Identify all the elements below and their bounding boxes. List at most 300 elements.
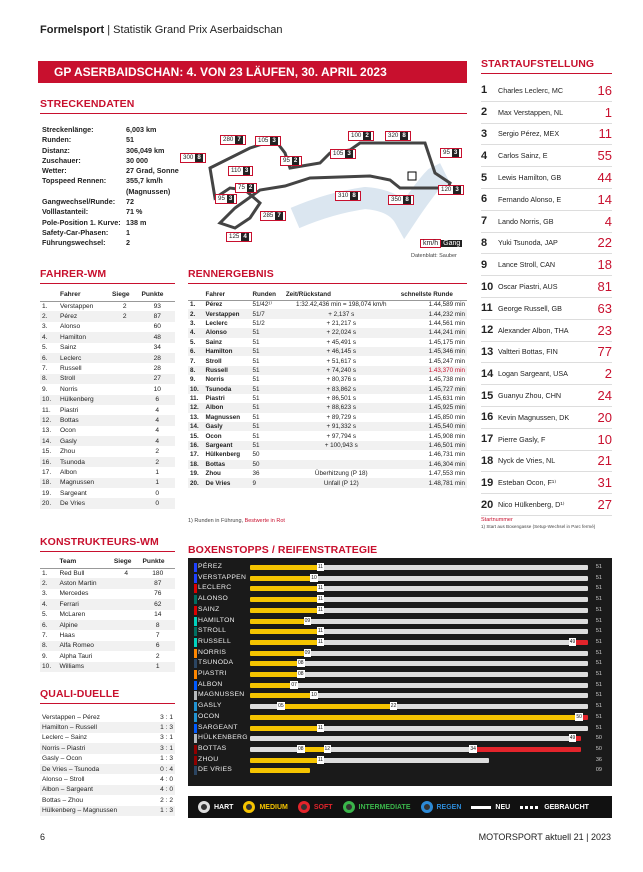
fahrer_wm-cell: Alonso [59, 323, 81, 331]
grid-car-number: 81 [597, 279, 612, 295]
streckendaten-table [40, 124, 181, 250]
speed-value: 110 [231, 167, 241, 174]
legend-soft-label: SOFT [313, 803, 333, 811]
water-area [295, 173, 445, 218]
final-lap-label: 51 [595, 703, 602, 710]
fahrer_wm-cell [110, 467, 139, 477]
fahrer_wm-cell [110, 353, 139, 363]
track-speed-label [180, 153, 206, 163]
fahrer_wm-cell [110, 363, 139, 373]
track-speed-label [438, 185, 464, 195]
rennergebnis-cell: + 97,794 s [326, 432, 357, 440]
fahrer_wm-cell: 48 [139, 332, 175, 342]
tyre-stint [250, 726, 323, 731]
final-lap-label: 51 [595, 660, 602, 667]
tyre-stint [396, 704, 588, 709]
fahrer_wm-cell: Tsunoda [58, 457, 110, 467]
legend-gebraucht-label: GEBRAUCHT [544, 803, 589, 811]
rennergebnis-cell: 1.45,908 min [428, 432, 465, 440]
rennergebnis-cell: 1.46,304 min [399, 460, 467, 469]
boxenstopps-title: BOXENSTOPPS / REIFENSTRATEGIE [188, 544, 612, 560]
team-color-marker [194, 745, 197, 754]
strategy-driver: SAINZ [198, 605, 220, 613]
streckendaten-key: Pole-Position 1. Kurve: [42, 217, 121, 227]
team-color-marker [194, 595, 197, 604]
fahrer_wm-cell: 27 [139, 374, 175, 384]
fahrer_wm-cell: 7. [42, 365, 48, 373]
grid-row [481, 254, 612, 276]
fahrer_wm-cell: 10. [40, 395, 58, 405]
rennergebnis-cell: 50 [252, 451, 260, 459]
team-color-marker [194, 638, 197, 647]
tyre-stint [323, 640, 575, 645]
legend-regen-label: REGEN [436, 803, 462, 811]
konstrukteurs_wm-cell: 5. [42, 611, 48, 619]
footnote-best: Bestwerte in Rot [244, 518, 285, 524]
konstrukteurs_wm-cell: 4 [124, 569, 129, 577]
final-lap-label: 51 [595, 692, 602, 699]
fahrer_wm-header: Siege [110, 289, 139, 301]
tyre-stint [323, 597, 588, 602]
strategy-row [188, 744, 612, 755]
rennergebnis-cell: + 89,729 s [326, 413, 357, 421]
rennergebnis-cell: Tsunoda [204, 385, 251, 394]
strategy-row [188, 626, 612, 637]
team-color-marker [194, 584, 197, 593]
grid-car-number: 55 [597, 148, 612, 164]
fahrer_wm-cell: 4 [155, 406, 160, 414]
fahrer_wm-cell: Albon [59, 468, 77, 476]
grid-driver: Esteban Ocon, F¹⁾ [498, 478, 557, 488]
pit-lap-label: 07 [291, 681, 297, 688]
quali-duel-row [40, 806, 175, 816]
legend-gebraucht [520, 804, 589, 811]
grid-position: 10 [481, 280, 494, 293]
konstrukteurs_wm-cell: 3. [42, 590, 48, 598]
tyre-stint [323, 726, 588, 731]
startaufstellung-list [481, 80, 612, 516]
rennergebnis-cell: + 2,137 s [284, 309, 399, 318]
tyre-stint [310, 619, 588, 624]
grid-driver: Lewis Hamilton, GB [498, 173, 562, 183]
table-row [188, 403, 467, 412]
strategy-driver: PÉREZ [198, 563, 223, 570]
grid-position: 15 [481, 389, 494, 402]
track-speed-label [228, 166, 253, 176]
grid-driver: Fernando Alonso, E [498, 194, 562, 204]
grid-car-number: 20 [597, 409, 612, 425]
gear-value: 8 [197, 154, 201, 161]
tyre-stint [330, 747, 476, 752]
track-speed-label [255, 136, 281, 146]
konstrukteurs_wm-header: Team [57, 556, 111, 568]
rennergebnis-cell: Gasly [204, 422, 251, 431]
streckendaten-row [42, 208, 179, 216]
final-lap-label: 36 [595, 756, 602, 763]
grid-car-number: 10 [597, 431, 612, 447]
fahrer_wm-cell: Zhou [59, 448, 76, 456]
grid-row [481, 145, 612, 167]
fahrer_wm-cell: 4 [139, 436, 175, 446]
tyre-medium-icon [243, 801, 255, 813]
konstrukteurs_wm-cell: 9. [42, 652, 48, 660]
konstrukteurs_wm-cell [112, 630, 141, 640]
table-row [188, 319, 467, 328]
rennergebnis-table [188, 289, 467, 488]
grid-car-number: 27 [597, 497, 612, 513]
quali-duel-pair: Hamilton – Russell [40, 722, 151, 732]
rennergebnis-cell: 6. [188, 347, 204, 356]
quali-duel-score: 2 : 2 [160, 796, 173, 804]
grid-position: 14 [481, 367, 494, 380]
grid-row [481, 80, 612, 102]
used-tyre-line-icon [520, 806, 540, 809]
fahrer_wm-cell: 10 [153, 385, 161, 393]
table-row [188, 413, 467, 422]
pit-lap-label: 11 [317, 628, 324, 635]
gear-value: 8 [405, 196, 409, 203]
fahrer_wm-cell: 14. [40, 436, 58, 446]
rennergebnis-title: RENNERGEBNIS [188, 268, 467, 284]
track-speed-label [330, 149, 356, 159]
streckendaten-value: 30 000 [126, 155, 148, 165]
table-row [40, 405, 175, 415]
team-color-marker [194, 681, 197, 690]
map-source: Datenblatt: Sauber [411, 253, 457, 259]
team-color-marker [194, 574, 197, 583]
tyre-stint [323, 758, 489, 763]
pit-lap-label: 49 [569, 638, 576, 645]
grid-position: 6 [481, 193, 488, 206]
gear-value: 7 [277, 212, 281, 219]
rennergebnis-cell: 51/42¹⁾ [252, 301, 272, 309]
rennergebnis-cell [284, 450, 399, 459]
streckendaten-row [42, 219, 179, 227]
rennergebnis-cell: 2. [188, 309, 204, 318]
gear-value: 2 [293, 157, 298, 164]
strategy-row [188, 583, 612, 594]
grid-driver: Nico Hülkenberg, D¹⁾ [498, 500, 565, 510]
tyre-stint [250, 651, 310, 656]
tyre-stint [296, 683, 588, 688]
grid-position: 1 [481, 84, 488, 97]
streckendaten-key: Zuschauer: [42, 155, 81, 165]
fahrer_wm-cell: Piastri [59, 406, 79, 414]
streckendaten-value: 1 [126, 227, 130, 237]
speed-value: 120 [441, 186, 452, 193]
speed-value: 105 [258, 137, 269, 144]
rennergebnis-cell: 51 [250, 385, 283, 394]
grid-row [481, 233, 612, 255]
speed-value: 310 [338, 192, 349, 199]
fahrer_wm-cell: 8. [40, 374, 58, 384]
rennergebnis-cell: Bottas [204, 460, 251, 469]
tyre-stint [250, 693, 316, 698]
streckendaten-value: 27 Grad, Sonne [126, 166, 179, 176]
rennergebnis-cell: + 88,623 s [284, 403, 399, 412]
pit-lap-label: 11 [317, 596, 324, 603]
grid-row [481, 494, 612, 516]
tyre-stint [250, 758, 323, 763]
final-lap-label: 51 [595, 574, 602, 581]
konstrukteurs_wm-cell [112, 651, 141, 661]
gear-value: 8 [352, 192, 356, 199]
final-lap-label: 51 [595, 724, 602, 731]
grid-row [481, 342, 612, 364]
quali-duel-row [40, 712, 175, 722]
streckendaten-key: Gangwechsel/Runde: [42, 197, 116, 207]
team-color-marker [194, 691, 197, 700]
rennergebnis-cell: + 80,376 s [326, 376, 357, 384]
konstrukteurs_wm-cell: 1 [141, 662, 175, 672]
fahrer_wm-cell: 11. [42, 406, 51, 414]
konstrukteurs_wm-cell [112, 620, 141, 630]
header-brand: Formelsport [40, 24, 105, 36]
rennergebnis-cell: 10. [188, 385, 204, 394]
track-speed-label [226, 232, 252, 242]
gear-value: 2 [365, 132, 369, 139]
rennergebnis-cell: 51 [252, 432, 260, 440]
fahrer_wm-cell: Stroll [58, 374, 110, 384]
pit-lap-label: 34 [470, 745, 476, 752]
rennergebnis-cell: 1.48,781 min [399, 478, 467, 487]
table-row [40, 589, 175, 599]
legend-medium-label: MEDIUM [259, 803, 288, 811]
rennergebnis-cell: 51 [250, 403, 283, 412]
rennergebnis-cell: 50 [250, 460, 283, 469]
tyre-stint [323, 586, 588, 591]
rennergebnis-header [188, 289, 204, 300]
streckendaten-value: (Magnussen) [126, 186, 171, 196]
rennergebnis-cell: + 86,501 s [326, 395, 357, 403]
gear-value: 3 [453, 149, 458, 156]
rennergebnis-cell: Albon [204, 403, 251, 412]
pit-lap-label: 10 [311, 692, 317, 699]
gear-value: 3 [244, 167, 249, 174]
fahrer_wm-cell: 0 [139, 498, 175, 508]
tyre-stint [575, 640, 588, 645]
strategy-row [188, 605, 612, 616]
track-speed-label [440, 148, 462, 158]
strategy-driver: BOTTAS [198, 744, 227, 752]
streckendaten-row [42, 229, 179, 237]
table-row [188, 441, 467, 450]
fahrer_wm-cell [110, 426, 139, 436]
tyre-hard-icon [198, 801, 210, 813]
table-row [40, 395, 175, 405]
final-lap-label: 50 [595, 745, 602, 752]
final-lap-label: 51 [595, 564, 602, 570]
grid-position: 11 [481, 302, 493, 315]
fahrer_wm-header: Punkte [139, 289, 175, 301]
rennergebnis-cell: 17. [190, 451, 199, 459]
fahrer_wm-cell: 28 [153, 365, 161, 373]
rennergebnis-cell: 1.45,925 min [399, 403, 467, 412]
rennergebnis-cell: Zhou [205, 470, 221, 478]
grid-driver: Pierre Gasly, F [498, 434, 546, 444]
strategy-row [188, 701, 612, 712]
unit-label: km/h [420, 239, 441, 248]
grid-car-number: 23 [597, 322, 612, 338]
fahrer_wm-cell: 3. [42, 323, 48, 331]
pit-lap-label: 08 [298, 745, 304, 752]
strategy-driver: ZHOU [198, 755, 219, 763]
fahrer_wm-cell: Magnussen [58, 478, 110, 488]
legend-medium [243, 801, 287, 813]
final-lap-label: 50 [595, 735, 602, 742]
grid-driver: Logan Sargeant, USA [498, 369, 568, 379]
quali-duel-row [40, 733, 175, 743]
fahrer_wm-cell: De Vries [58, 498, 110, 508]
streckendaten-key: Topspeed Rennen: [42, 176, 107, 186]
strategy-driver: ALBON [198, 680, 223, 688]
quali-duel-score: 1 : 3 [151, 722, 175, 732]
gear-value: 2 [248, 184, 253, 191]
strategy-driver: VERSTAPPEN [198, 573, 247, 581]
pit-lap-label: 11 [317, 638, 324, 645]
table-row [188, 394, 467, 403]
quali-duel-row [40, 754, 175, 764]
quali-duel-pair: Leclerc – Sainz [42, 734, 88, 742]
rennergebnis-cell: 1.44,241 min [399, 328, 467, 337]
table-row [188, 385, 467, 394]
table-row [188, 450, 467, 459]
konstrukteurs_wm-cell: 2 [155, 652, 160, 660]
track-map-svg [190, 128, 470, 248]
streckendaten-key: Wetter: [42, 166, 67, 176]
rennergebnis-cell: 8. [188, 366, 204, 375]
tyre-stint [250, 586, 323, 591]
team-color-marker [194, 617, 197, 626]
konstrukteurs_wm-header: Punkte [141, 556, 175, 568]
table-row [40, 311, 175, 321]
grid-position: 3 [481, 127, 488, 140]
fahrer_wm-cell: 4 [155, 427, 160, 435]
tyre-stint [250, 619, 310, 624]
grid-car-number: 24 [597, 388, 612, 404]
streckendaten-value: 2 [126, 238, 130, 248]
table-row [188, 431, 467, 440]
strategy-chart [188, 558, 612, 786]
gear-value: 3 [272, 137, 276, 144]
konstrukteurs_wm-cell: 180 [152, 569, 164, 577]
table-row [188, 356, 467, 365]
tyre-intermediate-icon [343, 801, 355, 813]
tyre-stint [323, 608, 588, 613]
fahrer_wm-cell: 16. [40, 457, 58, 467]
strategy-row [188, 712, 612, 723]
konstrukteurs_wm-cell: 76 [154, 590, 162, 598]
strategy-row [188, 690, 612, 701]
table-row [40, 641, 175, 651]
team-color-marker [194, 702, 197, 711]
rennergebnis-cell: Überhitzung (P 18) [314, 470, 368, 478]
table-row [40, 478, 175, 488]
streckendaten-row [42, 167, 179, 175]
grid-position: 8 [481, 236, 488, 249]
final-lap-label: 51 [595, 628, 602, 635]
rennergebnis-cell: 1.45,247 min [428, 357, 465, 365]
streckendaten-key: Streckenlänge: [42, 125, 94, 134]
gear-value: 3 [347, 150, 351, 157]
tyre-stint [323, 565, 588, 570]
streckendaten-row [42, 239, 179, 247]
footnote-laps: 1) Runden in Führung, [188, 518, 244, 524]
grid-driver: George Russell, GB [498, 303, 562, 313]
rennergebnis-cell: Magnussen [205, 413, 241, 421]
grid-car-number: 21 [597, 453, 612, 469]
quali-duel-row [40, 764, 175, 774]
start-finish-icon [408, 172, 416, 180]
pit-lap-label: 08 [298, 660, 304, 667]
rennergebnis-cell: Ocon [205, 432, 222, 440]
fahrer_wm-cell: 93 [153, 302, 161, 310]
final-lap-label: 51 [595, 617, 602, 624]
fahrer_wm-cell: 1. [42, 302, 48, 310]
grid-driver: Yuki Tsunoda, JAP [498, 238, 558, 248]
gear-value: 3 [228, 195, 233, 202]
konstrukteurs_wm-cell: Aston Martin [57, 578, 111, 588]
grid-position: 9 [481, 258, 488, 271]
quali-duel-pair: Bottas – Zhou [42, 796, 84, 804]
konstrukteurs_wm-cell: Ferrari [57, 599, 111, 609]
strategy-row [188, 669, 612, 680]
grid-driver: Charles Leclerc, MC [498, 85, 564, 95]
konstrukteurs_wm-cell [112, 599, 141, 609]
strategy-driver: PIASTRI [198, 670, 227, 677]
rennergebnis-cell: Sargeant [204, 441, 251, 450]
speed-value: 320 [388, 132, 399, 139]
legend-neu [471, 804, 510, 811]
strategy-row [188, 680, 612, 691]
strategy-row [188, 648, 612, 659]
rennergebnis-cell: 36 [252, 470, 260, 478]
new-tyre-line-icon [471, 806, 491, 809]
fahrer_wm-cell: Verstappen [59, 302, 94, 310]
rennergebnis-cell [284, 460, 399, 469]
grid-driver: Max Verstappen, NL [498, 107, 564, 117]
quali-duel-score: 4 : 0 [151, 785, 175, 795]
rennergebnis-cell: 1.43,370 min [399, 366, 467, 375]
fahrer_wm-cell [110, 384, 139, 394]
fahrer_wm-cell: Gasly [58, 436, 110, 446]
quali-duel-score: 3 : 1 [160, 713, 173, 721]
tyre-soft-icon [298, 801, 310, 813]
rennergebnis-cell: 51 [250, 347, 283, 356]
table-row [188, 328, 467, 337]
speed-value: 100 [351, 132, 362, 139]
konstrukteurs_wm-cell: 1. [42, 569, 48, 577]
fahrer_wm-cell: 6 [139, 395, 175, 405]
track-speed-label [280, 156, 302, 166]
rennergebnis-cell: 1.46,501 min [399, 441, 467, 450]
table-row [40, 415, 175, 425]
fahrer-wm-title: FAHRER-WM [40, 268, 175, 284]
fahrer_wm-cell: Ocon [59, 427, 76, 435]
konstrukteurs_wm-cell: 8 [141, 620, 175, 630]
strategy-driver: GASLY [198, 702, 222, 710]
strategy-row [188, 755, 612, 766]
rennergebnis-cell: 20. [188, 478, 204, 487]
rennergebnis-cell: + 83,862 s [284, 385, 399, 394]
strategy-row [188, 658, 612, 669]
konstrukteurs-wm-table [40, 556, 175, 672]
rennergebnis-cell: Stroll [205, 357, 222, 365]
gear-value: 3 [455, 186, 459, 193]
fahrer_wm-cell [110, 343, 139, 353]
rennergebnis-cell: + 46,145 s [284, 347, 399, 356]
rennergebnis-cell: Unfall (P 12) [284, 478, 399, 487]
